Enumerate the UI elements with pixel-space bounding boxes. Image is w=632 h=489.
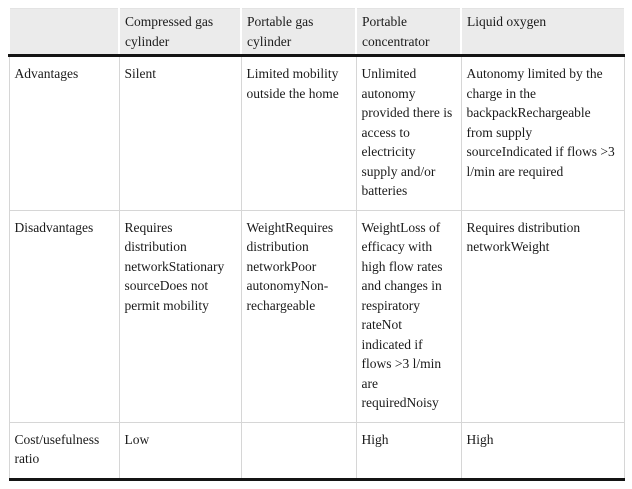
cell-cost-liquid-oxygen: High: [461, 422, 624, 479]
column-header-portable-gas-cylinder: Portable gas cylinder: [241, 9, 356, 56]
oxygen-systems-comparison-table: [8, 8, 625, 481]
column-header-liquid-oxygen: Liquid oxygen: [461, 9, 624, 56]
column-header-blank: [9, 9, 119, 56]
table-header: [9, 9, 624, 56]
cell-advantages-portable-gas-cylinder: Limited mobility outside the home: [241, 56, 356, 211]
column-header-portable-concentrator: Portable concentrator: [356, 9, 461, 56]
table-row-disadvantages: [9, 210, 624, 422]
cell-cost-compressed-gas-cylinder: Low: [119, 422, 241, 479]
row-label-disadvantages: Disadvantages: [9, 210, 119, 422]
row-label-cost-usefulness-ratio: Cost/usefulness ratio: [9, 422, 119, 479]
cell-advantages-compressed-gas-cylinder: Silent: [119, 56, 241, 211]
cell-disadvantages-portable-concentrator: WeightLoss of efficacy with high flow rates and changes in respiratory rateNot indicated if flows >3 l/min are requiredNoisy: [356, 210, 461, 422]
table-row-cost-usefulness-ratio: [9, 422, 624, 479]
cell-advantages-liquid-oxygen: Autonomy limited by the charge in the backpackRechargeable from supply sourceIndicated if flows >3 l/min are required: [461, 56, 624, 211]
cell-cost-portable-gas-cylinder: [241, 422, 356, 479]
table-row-advantages: [9, 56, 624, 211]
cell-disadvantages-liquid-oxygen: Requires distribution networkWeight: [461, 210, 624, 422]
cell-disadvantages-compressed-gas-cylinder: Requires distribution networkStationary sourceDoes not permit mobility: [119, 210, 241, 422]
cell-cost-portable-concentrator: High: [356, 422, 461, 479]
header-row: [9, 9, 624, 56]
cell-disadvantages-portable-gas-cylinder: WeightRequires distribution networkPoor autonomyNon-rechargeable: [241, 210, 356, 422]
table-body: [9, 56, 624, 480]
row-label-advantages: Advantages: [9, 56, 119, 211]
column-header-compressed-gas-cylinder: Compressed gas cylinder: [119, 9, 241, 56]
cell-advantages-portable-concentrator: Unlimited autonomy provided there is access to electricity supply and/or batteries: [356, 56, 461, 211]
